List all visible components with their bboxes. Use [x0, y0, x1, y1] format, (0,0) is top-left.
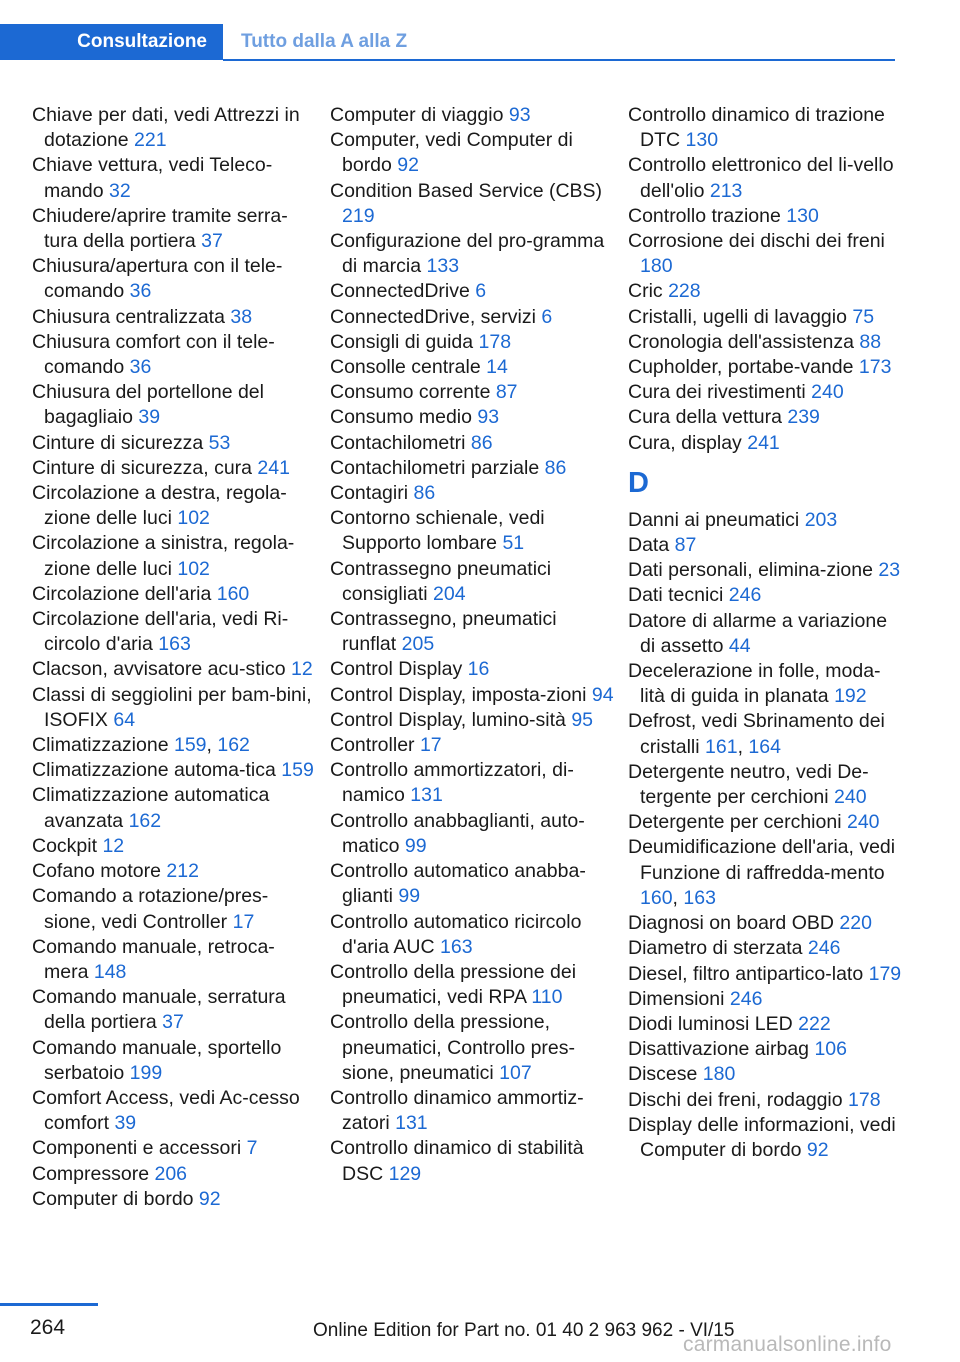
index-term: Cofano motore	[32, 860, 167, 883]
index-entry	[628, 153, 903, 203]
index-term: Comando manuale, sportello serbatoio	[32, 1036, 282, 1084]
index-entry	[330, 229, 615, 279]
index-term: Corrosione dei dischi dei freni	[628, 230, 885, 253]
page-link[interactable]: 160	[640, 886, 673, 909]
index-entry	[330, 1136, 615, 1186]
page-link[interactable]: 179	[868, 962, 902, 985]
page-link[interactable]: 212	[166, 860, 199, 883]
index-term: Climatizzazione automa-tica	[32, 759, 282, 782]
header-divider	[223, 59, 895, 61]
index-term: Circolazione a destra, regola-zione delle luci	[32, 482, 287, 530]
index-entry	[628, 1012, 903, 1037]
index-term: Dati tecnici	[628, 584, 729, 607]
index-entry	[628, 760, 903, 810]
index-term: Data	[628, 534, 675, 557]
index-entry	[330, 1086, 615, 1136]
index-term: Cronologia dell'assistenza	[628, 330, 860, 353]
index-letter-heading: D	[628, 466, 649, 499]
index-term: Control Display, imposta-zioni	[330, 683, 592, 706]
index-term: Configurazione del pro-gramma di marcia	[330, 230, 605, 278]
index-entry	[32, 1187, 317, 1212]
index-term: Dischi dei freni, rodaggio	[628, 1088, 849, 1111]
index-term: Disattivazione airbag	[628, 1038, 815, 1061]
page-link[interactable]: 178	[478, 330, 512, 353]
index-entry	[330, 859, 615, 909]
index-term: Cinture di sicurezza, cura	[32, 456, 258, 479]
index-entry	[330, 809, 615, 859]
index-entry	[628, 583, 903, 608]
index-term: Decelerazione in folle, moda-lità di guida in planata	[628, 660, 881, 708]
index-term: Deumidificazione dell'aria, vedi Funzione di raffredda-mento	[628, 836, 896, 884]
index-entry	[330, 960, 615, 1010]
page-link[interactable]: 7	[246, 1137, 258, 1160]
page-link[interactable]: 37	[162, 1011, 184, 1034]
index-term: Datore di allarme a variazione di assetto	[628, 609, 888, 657]
index-entry	[330, 910, 615, 960]
page-link[interactable]: 163	[440, 935, 473, 958]
index-term: Controllo anabbaglianti, auto-matico	[330, 809, 585, 857]
page-link[interactable]: 162	[128, 809, 162, 832]
index-entry	[330, 179, 615, 229]
page-link[interactable]: 239	[787, 406, 820, 429]
index-entry	[628, 709, 903, 759]
page-link[interactable]: 240	[811, 381, 844, 404]
page-link[interactable]: 246	[807, 937, 841, 960]
index-entry	[330, 380, 615, 405]
index-term: Diagnosi on board OBD	[628, 912, 840, 935]
index-entry	[32, 1086, 317, 1136]
index-entry	[628, 355, 903, 380]
index-entry	[330, 758, 615, 808]
page-link[interactable]: 12	[291, 658, 313, 681]
page-link[interactable]: 107	[499, 1061, 532, 1084]
page-link[interactable]: 86	[470, 431, 493, 454]
tab-tutto-dalla-a-alla-z[interactable]: Tutto dalla A alla Z	[241, 31, 408, 52]
page-link[interactable]: 92	[806, 1138, 829, 1161]
index-term: ConnectedDrive, servizi	[330, 305, 542, 328]
index-entry	[32, 935, 317, 985]
index-term: Componenti e accessori	[32, 1137, 247, 1160]
watermark: carmanualsonline.info	[683, 1333, 892, 1356]
index-term: Cinture di sicurezza	[32, 431, 209, 454]
index-entry	[628, 962, 903, 987]
index-term: Computer di bordo	[32, 1187, 199, 1210]
index-term: Chiave per dati, vedi Attrezzi in dotazione	[32, 104, 300, 152]
page-link[interactable]: 131	[395, 1112, 428, 1135]
index-entry	[330, 557, 615, 607]
index-entry	[628, 305, 903, 330]
index-entry	[628, 204, 903, 229]
index-entry	[32, 1036, 317, 1086]
page-link[interactable]: 36	[129, 356, 152, 379]
edition-note: Online Edition for Part no. 01 40 2 963 962 - VI/15	[313, 1320, 735, 1341]
page-link[interactable]: 219	[342, 204, 375, 227]
index-term: Climatizzazione	[32, 734, 174, 757]
index-entry	[32, 683, 317, 733]
index-term: Controllo automatico anabba-glianti	[330, 860, 586, 908]
page-link[interactable]: 203	[804, 508, 838, 531]
index-term: Diesel, filtro antipartico-lato	[628, 962, 869, 985]
index-term: Classi di seggiolini per bam-bini, ISOFIX	[32, 683, 312, 731]
index-term: Controllo dinamico di trazione DTC	[628, 104, 885, 152]
page-header	[0, 24, 896, 62]
index-term: Dati personali, elimina-zione	[628, 559, 879, 582]
page-link[interactable]: 6	[475, 280, 487, 303]
index-entry	[628, 103, 903, 153]
index-entry	[330, 708, 615, 733]
index-entry	[628, 229, 903, 279]
index-term: Contrassegno pneumatici consigliati	[330, 557, 552, 605]
page-link[interactable]: 6	[541, 305, 553, 328]
index-entry	[32, 481, 317, 531]
page-link[interactable]: 246	[729, 987, 763, 1010]
page-link[interactable]: 178	[848, 1088, 881, 1111]
page-link[interactable]: 221	[134, 129, 167, 152]
index-entry	[32, 456, 317, 481]
index-entry	[32, 884, 317, 934]
index-term: Controllo della pressione dei pneumatici, vedi RPA	[330, 960, 577, 1009]
index-entry	[330, 607, 615, 657]
index-entry	[32, 1162, 317, 1187]
page-link[interactable]: 240	[846, 811, 880, 834]
index-term: Condition Based Service (CBS)	[330, 179, 603, 202]
page-link[interactable]: 173	[858, 356, 892, 379]
page-link[interactable]: 241	[257, 456, 290, 479]
page-link[interactable]: 14	[486, 356, 508, 379]
page-link[interactable]: 180	[640, 255, 673, 278]
page-separator: ,	[737, 735, 749, 758]
index-column-1	[32, 103, 317, 1212]
page-link[interactable]: 12	[102, 834, 125, 857]
page-link[interactable]: 99	[404, 834, 427, 857]
index-term: Controllo elettronico del li-vello dell'olio	[628, 154, 894, 202]
index-entry	[330, 733, 615, 758]
page-link[interactable]: 106	[814, 1038, 847, 1061]
index-term: Contachilometri	[330, 431, 471, 454]
page-link[interactable]: 102	[177, 557, 210, 580]
page-link[interactable]: 160	[216, 582, 250, 605]
index-term: Comando manuale, retroca-mera	[32, 935, 275, 983]
index-entry	[330, 305, 615, 330]
page-link[interactable]: 241	[747, 431, 780, 454]
index-entry	[628, 609, 903, 659]
page-link[interactable]: 75	[852, 305, 875, 328]
index-column-3	[628, 103, 903, 1163]
page-link[interactable]: 199	[129, 1061, 163, 1084]
index-term: Chiave vettura, vedi Teleco-mando	[32, 154, 273, 202]
page-link[interactable]: 129	[388, 1162, 422, 1185]
index-term: Contagiri	[330, 482, 414, 505]
index-entry	[32, 380, 317, 430]
page-link[interactable]: 64	[113, 708, 136, 731]
page-separator: ,	[206, 734, 218, 757]
index-entry	[330, 128, 615, 178]
page-link[interactable]: 39	[138, 406, 161, 429]
page-link[interactable]: 17	[232, 910, 255, 933]
page-link[interactable]: 131	[410, 784, 443, 807]
index-column-2	[330, 103, 615, 1187]
index-entry	[628, 431, 903, 456]
index-term: Diametro di sterzata	[628, 937, 808, 960]
index-term: Cura, display	[628, 431, 748, 454]
page-link[interactable]: 36	[129, 280, 152, 303]
index-entry	[628, 659, 903, 709]
page-number: 264	[30, 1316, 66, 1339]
page-link[interactable]: 246	[728, 584, 762, 607]
index-term: Chiudere/aprire tramite serra-tura della portiera	[32, 204, 288, 253]
index-entry	[330, 1010, 615, 1086]
page-link[interactable]: 38	[230, 305, 253, 328]
index-term: Consumo medio	[330, 406, 478, 429]
page-link[interactable]: 94	[591, 683, 614, 706]
index-entry	[330, 481, 615, 506]
index-entry	[32, 103, 317, 153]
index-entry	[32, 985, 317, 1035]
index-term: Circolazione dell'aria	[32, 582, 217, 605]
index-entry	[330, 456, 615, 481]
index-entry	[32, 531, 317, 581]
tab-consultazione[interactable]: Consultazione	[0, 24, 223, 60]
page-link[interactable]: 206	[154, 1162, 188, 1185]
index-term: Cric	[628, 280, 669, 303]
index-term: Circolazione a sinistra, regola-zione delle luci	[32, 532, 295, 580]
page-link[interactable]: 130	[685, 129, 719, 152]
index-term: Cristalli, ugelli di lavaggio	[628, 305, 853, 328]
index-entry	[330, 279, 615, 304]
index-term: Consigli di guida	[330, 330, 479, 353]
index-term: Clacson, avvisatore acu-stico	[32, 658, 292, 681]
index-entry	[628, 533, 903, 558]
page-link[interactable]: 222	[798, 1012, 831, 1035]
page-link[interactable]: 163	[158, 633, 191, 656]
index-entry	[330, 683, 615, 708]
page-link[interactable]: 32	[109, 179, 131, 202]
index-term: Cockpit	[32, 834, 103, 857]
index-term: Control Display	[330, 658, 468, 681]
page-link[interactable]: 205	[401, 633, 435, 656]
index-term: Chiusura comfort con il tele-comando	[32, 330, 275, 379]
index-term: Consumo corrente	[330, 381, 496, 404]
index-term: Computer di viaggio	[330, 104, 509, 126]
page-link[interactable]: 159	[281, 759, 314, 782]
index-entry	[330, 103, 615, 128]
index-entry	[32, 204, 317, 254]
index-term: Cura dei rivestimenti	[628, 381, 812, 404]
page-link[interactable]: 240	[834, 786, 867, 809]
index-entry	[628, 1088, 903, 1113]
index-entry	[32, 305, 317, 330]
page-link[interactable]: 164	[748, 735, 781, 758]
index-term: Dimensioni	[628, 987, 730, 1010]
index-term: Controllo ammortizzatori, di-namico	[330, 759, 574, 807]
page-link[interactable]: 44	[728, 634, 751, 657]
index-entry	[32, 783, 317, 833]
index-entry	[628, 911, 903, 936]
index-term: Computer, vedi Computer di bordo	[330, 129, 573, 177]
index-entry	[32, 733, 317, 758]
index-entry	[628, 405, 903, 430]
index-term: Discese	[628, 1063, 703, 1086]
index-entry	[32, 607, 317, 657]
index-term: Circolazione dell'aria, vedi Ri-circolo d'aria	[32, 608, 289, 656]
index-entry	[628, 1062, 903, 1087]
page-link[interactable]: 16	[467, 658, 490, 681]
index-entry	[628, 936, 903, 961]
page-link[interactable]: 86	[544, 456, 567, 479]
index-entry	[330, 355, 615, 380]
page-link[interactable]: 204	[433, 582, 466, 605]
index-term: Comfort Access, vedi Ac-cesso comfort	[32, 1086, 300, 1135]
index-entry	[32, 153, 317, 203]
footer-divider	[0, 1303, 98, 1306]
index-term: Display delle informazioni, vedi Computer di bordo	[628, 1113, 896, 1161]
index-term: Comando manuale, serratura della portiera	[32, 986, 286, 1034]
index-term: Contrassegno, pneumatici runflat	[330, 608, 557, 656]
page-link[interactable]: 130	[786, 204, 819, 227]
page-link[interactable]: 228	[668, 280, 701, 303]
page-link[interactable]: 39	[114, 1112, 137, 1135]
page-link[interactable]: 88	[859, 330, 882, 353]
page-link[interactable]: 213	[709, 179, 743, 202]
index-entry	[330, 405, 615, 430]
index-entry	[628, 330, 903, 355]
index-entry	[330, 330, 615, 355]
index-term: Detergente per cerchioni	[628, 811, 847, 834]
index-entry	[628, 508, 903, 533]
index-entry	[32, 758, 317, 783]
page-link[interactable]: 51	[502, 532, 525, 555]
index-entry	[32, 859, 317, 884]
index-entry	[628, 279, 903, 304]
index-term: Contorno schienale, vedi Supporto lombare	[330, 507, 545, 555]
index-entry	[628, 987, 903, 1012]
page-link[interactable]: 162	[217, 734, 250, 757]
page-link[interactable]: 17	[419, 734, 442, 757]
index-term: Consolle centrale	[330, 356, 487, 379]
page-link[interactable]: 23	[878, 559, 901, 582]
index-entry	[32, 431, 317, 456]
page-link[interactable]: 95	[571, 708, 594, 731]
index-term: Detergente neutro, vedi De-tergente per cerchioni	[628, 760, 869, 809]
index-term: Controllo della pressione, pneumatici, Controllo pres-sione, pneumatici	[330, 1011, 576, 1084]
index-term: Defrost, vedi Sbrinamento dei cristalli	[628, 710, 885, 758]
index-term: Cura della vettura	[628, 406, 788, 429]
index-entry	[32, 1136, 317, 1161]
index-term: Diodi luminosi LED	[628, 1012, 799, 1035]
index-entry	[628, 380, 903, 405]
index-entry	[32, 657, 317, 682]
index-term: Contachilometri parziale	[330, 456, 545, 479]
page-link[interactable]: 99	[398, 885, 421, 908]
page-link[interactable]: 180	[702, 1063, 736, 1086]
page-link[interactable]: 86	[413, 482, 436, 505]
page-link[interactable]: 159	[173, 734, 207, 757]
index-entry	[330, 431, 615, 456]
index-term: Chiusura centralizzata	[32, 305, 231, 328]
page-link[interactable]: 93	[508, 104, 531, 126]
index-term: Control Display, lumino-sità	[330, 708, 572, 731]
page-separator: ,	[672, 886, 684, 909]
index-term: Compressore	[32, 1162, 155, 1185]
index-term: ConnectedDrive	[330, 280, 476, 303]
index-term: Controllo automatico ricircolo d'aria AUC	[330, 910, 582, 958]
page-link[interactable]: 220	[839, 912, 872, 935]
page-link[interactable]: 148	[93, 960, 127, 983]
index-term: Controller	[330, 734, 420, 757]
page-link[interactable]: 92	[198, 1187, 221, 1210]
index-entry	[32, 582, 317, 607]
index-entry	[330, 506, 615, 556]
index-term: Controllo dinamico di stabilità DSC	[330, 1137, 584, 1185]
page-link[interactable]: 92	[397, 154, 419, 177]
page-link[interactable]: 87	[674, 534, 697, 557]
page-link[interactable]: 93	[477, 406, 500, 429]
page-link[interactable]: 192	[834, 685, 867, 708]
index-entry	[628, 1113, 903, 1163]
page-link[interactable]: 133	[426, 255, 460, 278]
index-term: Chiusura del portellone del bagagliaio	[32, 381, 264, 429]
page-link[interactable]: 102	[177, 507, 210, 530]
index-entry	[628, 810, 903, 835]
index-term: Controllo trazione	[628, 204, 787, 227]
page-link[interactable]: 163	[683, 886, 716, 909]
index-term: Comando a rotazione/pres-sione, vedi Controller	[32, 885, 269, 933]
index-term: Controllo dinamico ammortiz-zatori	[330, 1086, 584, 1135]
index-entry	[32, 834, 317, 859]
index-entry	[628, 558, 903, 583]
page-link[interactable]: 53	[208, 431, 231, 454]
index-entry	[32, 330, 317, 380]
page-link[interactable]: 37	[201, 230, 223, 253]
index-entry	[32, 254, 317, 304]
index-term: Danni ai pneumatici	[628, 508, 805, 531]
index-entry	[628, 1037, 903, 1062]
page-link[interactable]: 161	[705, 735, 738, 758]
index-entry	[628, 835, 903, 911]
index-term: Chiusura/apertura con il tele-comando	[32, 255, 283, 303]
page-link[interactable]: 110	[531, 986, 563, 1009]
index-entry	[330, 657, 615, 682]
index-term: Climatizzazione automatica avanzata	[32, 784, 270, 832]
index-term: Cupholder, portabe-vande	[628, 356, 859, 379]
page-link[interactable]: 87	[495, 381, 518, 404]
